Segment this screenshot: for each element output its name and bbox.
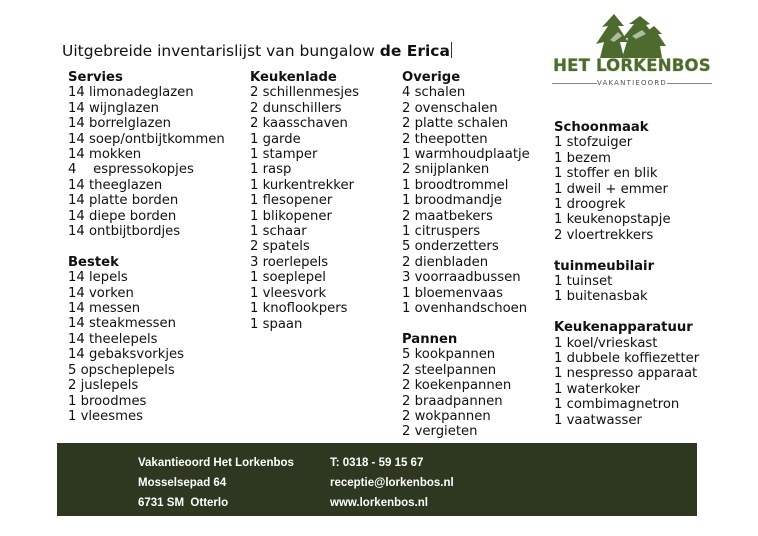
list-item: 14 lepels: [68, 270, 128, 286]
list-item: 1 spaan: [250, 316, 303, 332]
section-heading-pannen: Pannen: [402, 331, 458, 347]
footer-email-link[interactable]: receptie@lorkenbos.nl: [330, 477, 454, 489]
inventory-column-4: [554, 120, 699, 428]
list-item: 1 ovenhandschoen: [402, 301, 528, 317]
list-item: 2 dunschillers: [250, 100, 342, 116]
list-item: 1 citruspers: [402, 224, 481, 240]
inventory-column-1: [68, 70, 225, 424]
list-item: 2 wokpannen: [402, 408, 491, 424]
logo: [552, 12, 712, 92]
list-item: 14 soep/ontbijtkommen: [68, 131, 225, 147]
list-item: 14 theeglazen: [68, 177, 163, 193]
list-item: 14 gebaksvorkjes: [68, 347, 184, 363]
list-item: 1 waterkoker: [554, 381, 641, 397]
section-heading-keukenlade: Keukenlade: [250, 70, 337, 85]
list-item: 1 knoflookpers: [250, 301, 348, 317]
list-item: 14 mokken: [68, 147, 142, 163]
list-item: 14 ontbijtbordjes: [68, 224, 181, 240]
footer-address: [138, 453, 294, 513]
list-item: 1 koel/vrieskast: [554, 335, 658, 351]
inventory-column-2: [250, 70, 359, 332]
list-item: 2 ovenschalen: [402, 100, 498, 116]
list-item: 14 wijnglazen: [68, 100, 159, 116]
list-item: 14 limonadeglazen: [68, 85, 194, 101]
list-item: 1 broodmandje: [402, 193, 503, 209]
list-item: 14 vorken: [68, 285, 134, 301]
list-item: 3 voorraadbussen: [402, 270, 521, 286]
list-item: 1 stoffer en blik: [554, 166, 658, 182]
list-item: 1 rasp: [250, 162, 292, 178]
list-item: 5 kookpannen: [402, 347, 496, 363]
footer-street: Mosselsepad 64: [138, 477, 227, 489]
footer-phone: T: 0318 - 59 15 67: [330, 457, 424, 469]
list-item: 1 vaatwasser: [554, 412, 642, 428]
logo-divider-right: [667, 83, 712, 84]
list-item: 5 opscheplepels: [68, 362, 175, 378]
list-item: 2 platte schalen: [402, 116, 509, 132]
footer-city: 6731 SM Otterlo: [138, 497, 229, 509]
bungalow-name: de Erica: [379, 42, 450, 60]
list-item: 1 vleesmes: [68, 408, 143, 424]
list-item: 1 dubbele koffiezetter: [554, 351, 700, 367]
list-item: 14 platte borden: [68, 193, 179, 209]
section-spacer: [402, 317, 530, 332]
section-heading-overige: Overige: [402, 70, 461, 85]
list-item: 4 espressokopjes: [68, 162, 194, 178]
list-item: 1 soeplepel: [250, 270, 326, 286]
list-item: 1 blikopener: [250, 208, 332, 224]
section-spacer: [68, 239, 225, 254]
list-item: 1 garde: [250, 131, 301, 147]
list-item: 1 broodmes: [68, 393, 147, 409]
list-item: 1 vleesvork: [250, 285, 327, 301]
list-item: 2 schillenmesjes: [250, 85, 360, 101]
list-item: 2 maatbekers: [402, 208, 493, 224]
inventory-column-3: [402, 70, 530, 440]
list-item: 2 koekenpannen: [402, 378, 512, 394]
text-cursor: [451, 42, 452, 58]
title-prefix: Uitgebreide inventarislijst van bungalow: [62, 42, 380, 60]
list-item: 2 vloertrekkers: [554, 227, 654, 243]
list-item: 1 dweil + emmer: [554, 181, 668, 197]
list-item: 2 vergieten: [402, 424, 478, 440]
list-item: 1 warmhoudplaatje: [402, 147, 530, 163]
footer-website-link[interactable]: www.lorkenbos.nl: [330, 497, 428, 509]
list-item: 1 buitenasbak: [554, 289, 648, 305]
list-item: 2 braadpannen: [402, 393, 503, 409]
list-item: 3 roerlepels: [250, 254, 329, 270]
section-spacer: [554, 243, 699, 258]
section-heading-schoonmaak: Schoonmaak: [554, 120, 649, 135]
list-item: 5 onderzetters: [402, 239, 499, 255]
list-item: 1 stofzuiger: [554, 135, 633, 151]
section-heading-tuinmeubilair: tuinmeubilair: [554, 258, 655, 274]
section-spacer: [554, 305, 699, 320]
section-heading-servies: Servies: [68, 70, 123, 85]
list-item: 2 spatels: [250, 239, 310, 255]
list-item: 2 dienbladen: [402, 254, 489, 270]
list-item: 2 juslepels: [68, 378, 139, 394]
page-title: [62, 42, 452, 60]
list-item: 1 bloemenvaas: [402, 285, 503, 301]
list-item: 14 borrelglazen: [68, 116, 172, 132]
trees-icon: [552, 12, 712, 60]
list-item: 4 schalen: [402, 85, 466, 101]
list-item: 1 kurkentrekker: [250, 177, 354, 193]
footer-contact: [330, 453, 454, 513]
list-item: 2 kaasschaven: [250, 116, 348, 132]
logo-subtitle: VAKANTIEOORD: [596, 79, 668, 87]
list-item: 14 theelepels: [68, 331, 158, 347]
logo-name: HET LORKENBOS: [553, 56, 711, 75]
list-item: 14 steakmessen: [68, 316, 177, 332]
list-item: 1 broodtrommel: [402, 177, 509, 193]
list-item: 2 steelpannen: [402, 362, 497, 378]
list-item: 2 theepotten: [402, 131, 488, 147]
list-item: 1 schaar: [250, 224, 307, 240]
list-item: 14 messen: [68, 301, 141, 317]
list-item: 1 flesopener: [250, 193, 333, 209]
list-item: 14 diepe borden: [68, 208, 177, 224]
section-heading-keukenapparatuur: Keukenapparatuur: [554, 320, 693, 336]
list-item: 1 stamper: [250, 147, 318, 163]
section-heading-bestek: Bestek: [68, 254, 119, 270]
footer-contact-bar: [57, 443, 697, 516]
list-item: 1 droogrek: [554, 197, 626, 213]
list-item: 1 tuinset: [554, 274, 613, 290]
list-item: 1 nespresso apparaat: [554, 366, 698, 382]
list-item: 1 bezem: [554, 150, 611, 166]
list-item: 2 snijplanken: [402, 162, 490, 178]
footer-company: Vakantieoord Het Lorkenbos: [138, 457, 294, 469]
list-item: 1 combimagnetron: [554, 397, 680, 413]
list-item: 1 keukenopstapje: [554, 212, 671, 228]
